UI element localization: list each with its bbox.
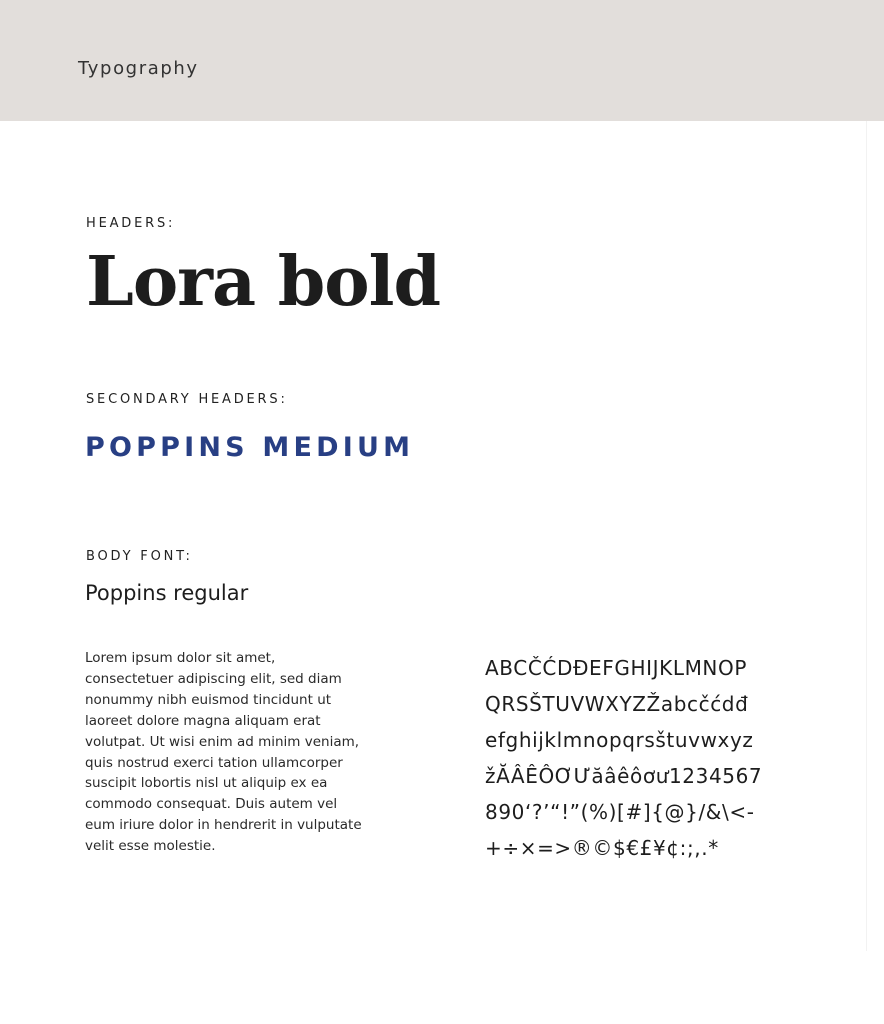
page-title: Typography — [78, 58, 199, 79]
lorem-line: volutpat. Ut wisi enim ad minim veniam, — [85, 733, 360, 750]
lorem-line: laoreet dolore magna aliquam erat — [85, 712, 321, 729]
lorem-line: consectetuer adipiscing elit, sed diam — [85, 670, 342, 687]
edge-divider — [866, 121, 867, 951]
glyph-line: 890‘?’“!”(%)[#]{@}/&\<- — [485, 800, 755, 824]
secondary-headers-label: SECONDARY HEADERS: — [86, 392, 288, 407]
lorem-line: Lorem ipsum dolor sit amet, — [85, 650, 276, 666]
lorem-line: velit esse molestie. — [85, 838, 216, 855]
header-band — [0, 0, 884, 121]
glyph-line: +÷×=>®©$€£¥¢:;,.* — [485, 836, 719, 860]
glyph-line: žĂÂÊÔƠƯăâêôơư1234567 — [485, 764, 763, 788]
glyph-line: QRSŠTUVWXYZŽabcčćdđ — [485, 692, 749, 716]
lorem-line: eum iriure dolor in hendrerit in vulputate — [85, 817, 362, 834]
glyph-line: ABCČĆDĐEFGHIJKLMNOP — [485, 656, 747, 680]
headers-label: HEADERS: — [86, 216, 176, 231]
lorem-line: nonummy nibh euismod tincidunt ut — [85, 691, 332, 708]
body-font-label: BODY FONT: — [86, 549, 193, 564]
secondary-headers-font-sample: POPPINS MEDIUM — [85, 432, 415, 463]
body-font-sample: Poppins regular — [85, 581, 249, 605]
lorem-paragraph — [85, 648, 380, 857]
headers-font-sample: Lora bold — [86, 242, 441, 322]
lorem-line: quis nostrud exerci tation ullamcorper — [85, 754, 343, 771]
glyph-line: efghijklmnopqrsštuvwxyz — [485, 728, 754, 752]
lorem-line: suscipit lobortis nisl ut aliquip ex ea — [85, 775, 328, 792]
glyph-set — [485, 650, 762, 866]
lorem-line: commodo consequat. Duis autem vel — [85, 796, 338, 813]
